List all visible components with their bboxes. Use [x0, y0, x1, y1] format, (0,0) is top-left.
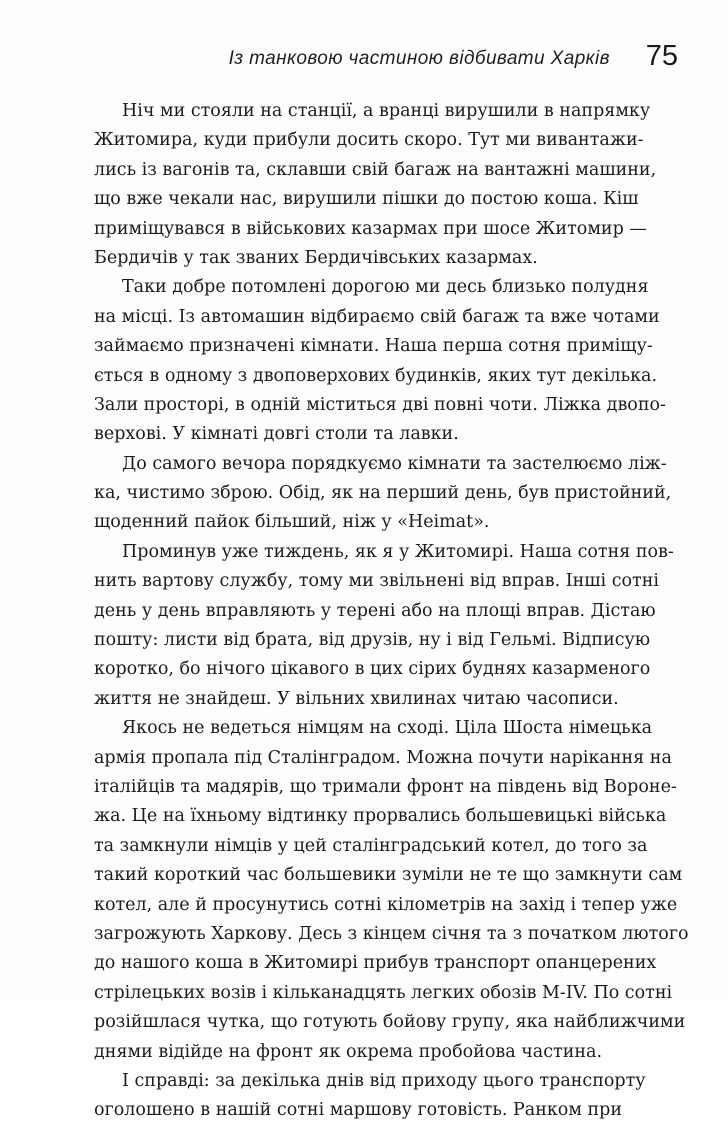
chapter-title: Із танковою частиною відбивати Харків — [228, 48, 610, 69]
text-line: днями відійде на фронт як окрема пробойова частина. — [94, 1041, 603, 1062]
paragraph — [94, 714, 689, 1067]
text-line: ка, чистимо зброю. Обід, як на перший день, був пристойний, — [94, 483, 672, 504]
text-line: розійшлася чутка, що готують бойову групу, яка найближчими — [94, 1012, 686, 1033]
paragraph — [94, 1067, 646, 1126]
text-line: італійців та мадярів, що тримали фронт на південь від Вороне- — [94, 776, 677, 797]
page-number: 75 — [645, 40, 678, 72]
text-line: лись із вагонів та, склавши свій багаж на вантажні машини, — [94, 159, 657, 180]
text-line: до нашого коша в Житомирі прибув транспорт опанцерених — [94, 953, 657, 974]
text-line: пошту: листи від брата, від друзів, ну і від Гельмі. Відписую — [94, 630, 651, 651]
text-line: оголошено в нашій сотні маршову готовість. Ранком при — [94, 1100, 623, 1121]
text-line: займаємо призначені кімнати. Наша перша сотня приміщу- — [94, 336, 653, 357]
text-line: Якось не ведеться німцям на сході. Ціла Шоста німецька — [122, 718, 653, 739]
text-line: життя не знайдеш. У вільних хвилинах читаю часописи. — [94, 688, 619, 709]
paragraph — [94, 97, 657, 273]
running-header — [88, 38, 688, 78]
text-line: верхові. У кімнаті довгі столи та лавки. — [94, 424, 459, 445]
text-line: щоденний пайок більший, ніж у «Heimat». — [94, 512, 490, 533]
text-line: ється в одному з двоповерхових будинків, яких тут декілька. — [94, 365, 658, 386]
text-line: на місці. Із автомашин відбираємо свій багаж та вже чотами — [94, 306, 660, 327]
text-line: Житомира, куди прибули досить скоро. Тут ми вивантажи- — [94, 130, 644, 151]
text-line: жа. Це на їхньому відтинку прорвались большевицькі війська — [94, 806, 667, 827]
text-line: що вже чекали нас, вирушили пішки до постою коша. Кіш — [94, 189, 639, 210]
text-line: загрожують Харкову. Десь з кінцем січня та з початком лютого — [94, 923, 689, 944]
text-line: приміщувався в військових казармах при шосе Житомир — — [94, 218, 647, 239]
text-line: Бердичів у так званих Бердичівських казармах. — [94, 247, 538, 268]
text-line: Проминув уже тиждень, як я у Житомирі. Наша сотня пов- — [122, 541, 674, 562]
text-line: та замкнули німців у цей сталінградський котел, до того за — [94, 835, 648, 856]
text-line: Таки добре потомлені дорогою ми десь близько полудня — [122, 277, 649, 298]
paragraph — [94, 273, 666, 449]
text-line: І справді: за декілька днів від приходу цього транспорту — [122, 1070, 646, 1091]
text-line: день у день вправляють у терені або на площі вправ. Дістаю — [94, 600, 656, 621]
text-line: стрілецьких возів і кільканадцять легких обозів М-IV. По сотні — [94, 982, 673, 1003]
text-line: такий короткий час большевики зуміли не те що замкнути сам — [94, 865, 683, 886]
text-line: Зали просторі, в одній міститься дві повні чоти. Ліжка двопо- — [94, 394, 666, 415]
paragraph — [94, 538, 674, 714]
paragraph — [94, 450, 672, 538]
text-line: нить вартову службу, тому ми звільнені від вправ. Інші сотні — [94, 571, 659, 592]
body-text — [94, 97, 689, 1126]
text-line: армія пропала під Сталінградом. Можна почути нарікання на — [94, 747, 672, 768]
text-line: До самого вечора порядкуємо кімнати та застелюємо ліж- — [122, 453, 667, 474]
text-line: Ніч ми стояли на станції, а вранці вирушили в напрямку — [122, 101, 651, 121]
text-line: котел, але й просунутись сотні кілометрів на захід і тепер уже — [94, 894, 678, 915]
text-line: коротко, бо нічого цікавого в цих сірих буднях казарменого — [94, 659, 651, 680]
